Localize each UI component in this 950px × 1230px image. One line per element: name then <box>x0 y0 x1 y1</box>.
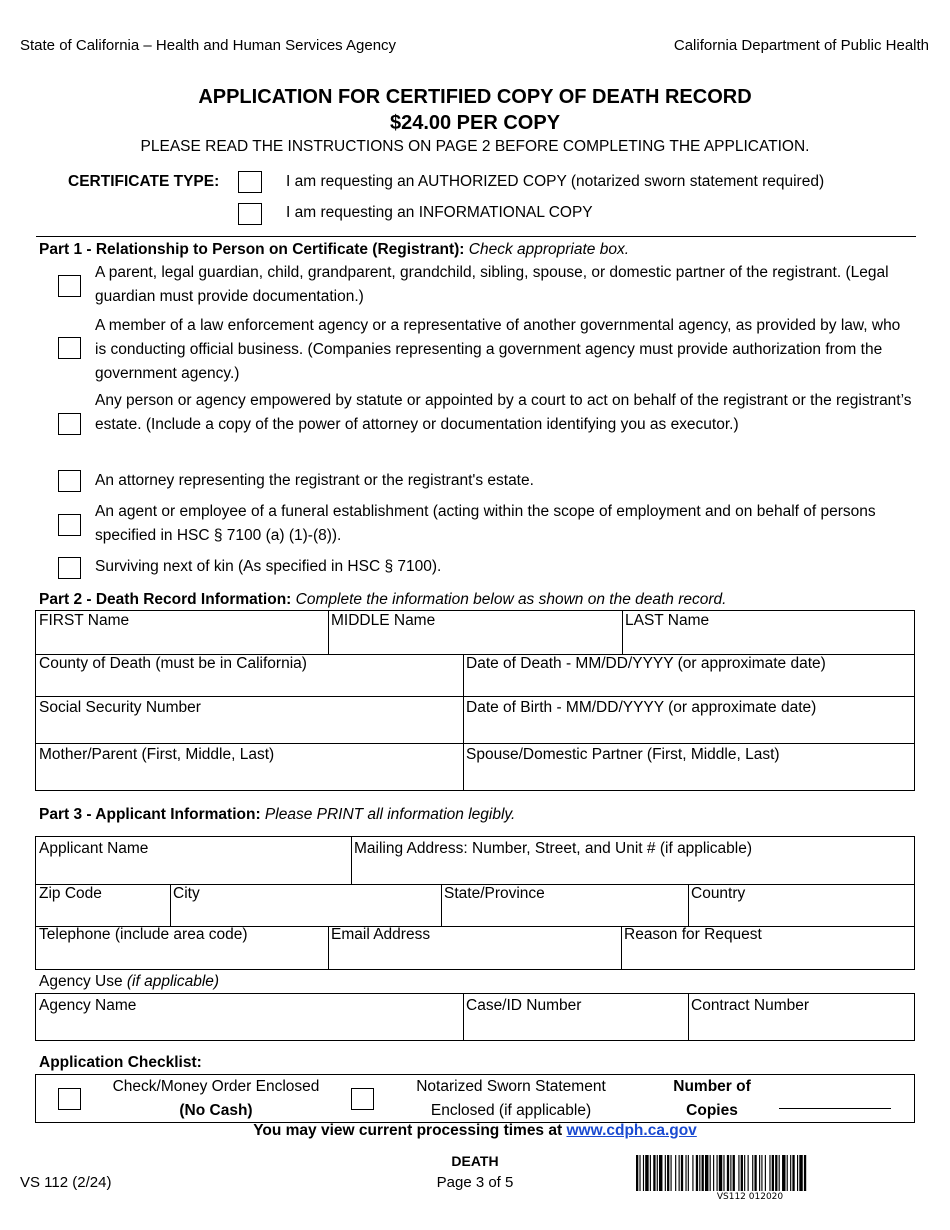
barcode-bar <box>779 1155 780 1191</box>
email-field[interactable] <box>328 925 621 969</box>
part1-checkbox-next-of-kin[interactable] <box>58 557 81 579</box>
number-of-copies-input[interactable] <box>779 1108 891 1109</box>
barcode-bar <box>643 1155 644 1191</box>
date-of-death-label: Date of Death - MM/DD/YYYY (or approximate date) <box>466 655 826 672</box>
part1-option-next-of-kin: Surviving next of kin (As specified in HSC § 7100). <box>95 558 442 575</box>
applicant-name-field[interactable] <box>36 839 351 884</box>
agency-use-label: Agency Use <box>39 973 123 990</box>
barcode-bar <box>692 1155 693 1191</box>
department-header: California Department of Public Health <box>673 37 929 54</box>
barcode-bar <box>754 1155 756 1191</box>
last-name-label: LAST Name <box>625 612 710 629</box>
processing-text: You may view current processing times at <box>253 1122 563 1139</box>
divider <box>36 236 916 237</box>
barcode-bar <box>799 1155 802 1191</box>
part1-note: Check appropriate box. <box>468 241 630 258</box>
agency-name-label: Agency Name <box>39 997 137 1014</box>
part3-title: Part 3 - Applicant Information: <box>39 806 261 823</box>
barcode-bar <box>741 1155 743 1191</box>
number-of-copies-label <box>654 1075 770 1123</box>
mailing-address-label: Mailing Address: Number, Street, and Unit # (if applicable) <box>354 840 753 857</box>
city-label: City <box>173 885 200 902</box>
sworn-statement-label <box>391 1075 631 1123</box>
barcode-bar <box>645 1155 648 1191</box>
form-instructions: PLEASE READ THE INSTRUCTIONS ON PAGE 2 BEFORE COMPLETING THE APPLICATION. <box>140 138 810 155</box>
authorized-copy-label: I am requesting an AUTHORIZED COPY (notarized sworn statement required) <box>286 173 825 190</box>
barcode-bar <box>717 1155 718 1191</box>
barcode-bar <box>639 1155 640 1191</box>
authorized-copy-checkbox[interactable] <box>238 171 262 193</box>
barcode-bar <box>748 1155 749 1191</box>
money-order-label <box>96 1075 336 1123</box>
informational-copy-checkbox[interactable] <box>238 203 262 225</box>
part1-heading <box>39 240 629 260</box>
agency-table <box>35 993 915 1041</box>
barcode-bar <box>665 1155 666 1191</box>
barcode-bar <box>797 1155 798 1191</box>
spouse-partner-field[interactable] <box>463 745 914 790</box>
sworn-statement-line2: Enclosed (if applicable) <box>430 1102 592 1119</box>
barcode-bar <box>765 1155 766 1191</box>
certificate-type-label: CERTIFICATE TYPE: <box>68 173 220 190</box>
agency-use-note: (if applicable) <box>126 973 220 990</box>
copies-line2: Copies <box>686 1102 738 1119</box>
county-of-death-label: County of Death (must be in California) <box>39 655 307 672</box>
agency-use-heading <box>39 970 219 994</box>
mother-parent-field[interactable] <box>36 745 463 790</box>
date-of-birth-field[interactable] <box>463 698 914 743</box>
barcode-bar <box>699 1155 700 1191</box>
checklist-table <box>35 1074 915 1123</box>
barcode-bar <box>744 1155 745 1191</box>
money-order-checkbox[interactable] <box>58 1088 81 1110</box>
applicant-table <box>35 836 915 970</box>
barcode-bar <box>804 1155 806 1191</box>
barcode-bar <box>787 1155 788 1191</box>
applicant-name-label: Applicant Name <box>39 840 149 857</box>
part1-checkbox-law-enforcement[interactable] <box>58 337 81 359</box>
part1-option-parent: A parent, legal guardian, child, grandparent, grandchild, sibling, spouse, or domestic partner of the registrant. (Legal guardian must provide documentation.) <box>95 264 889 305</box>
barcode-bar <box>685 1155 686 1191</box>
mailing-address-field[interactable] <box>351 839 914 884</box>
email-label: Email Address <box>331 926 431 943</box>
state-province-label: State/Province <box>444 885 545 902</box>
checklist-heading: Application Checklist: <box>39 1054 202 1071</box>
part2-heading <box>39 590 726 610</box>
cdph-link[interactable]: www.cdph.ca.gov <box>566 1122 697 1139</box>
part1-checkbox-attorney[interactable] <box>58 470 81 492</box>
reason-field[interactable] <box>621 925 914 969</box>
barcode-bar <box>792 1155 794 1191</box>
barcode-bar <box>769 1155 770 1191</box>
barcode-bar <box>679 1155 680 1191</box>
barcode-bar <box>730 1155 731 1191</box>
country-field[interactable] <box>688 884 914 926</box>
barcode-bar <box>733 1155 735 1191</box>
barcode-bar <box>650 1155 651 1191</box>
barcode-bar <box>723 1155 724 1191</box>
barcode-bar <box>671 1155 672 1191</box>
barcode-bar <box>727 1155 729 1191</box>
ssn-field[interactable] <box>36 698 463 743</box>
barcode-bar <box>688 1155 689 1191</box>
reason-label: Reason for Request <box>624 926 762 943</box>
part2-title: Part 2 - Death Record Information: <box>39 591 292 608</box>
barcode-bar <box>636 1155 638 1191</box>
barcode-bar <box>761 1155 762 1191</box>
part1-option-funeral: An agent or employee of a funeral establishment (acting within the scope of employment and on behalf of persons specified in HSC § 7100 (a) (1)-(8)). <box>95 503 876 544</box>
agency-name-field[interactable] <box>36 996 463 1040</box>
case-id-field[interactable] <box>463 996 688 1040</box>
money-order-line1: Check/Money Order Enclosed <box>112 1078 320 1095</box>
middle-name-label: MIDDLE Name <box>331 612 436 629</box>
sworn-statement-checkbox[interactable] <box>351 1088 374 1110</box>
informational-copy-label: I am requesting an INFORMATIONAL COPY <box>286 204 593 221</box>
barcode-bar <box>667 1155 669 1191</box>
form-title: APPLICATION FOR CERTIFIED COPY OF DEATH RECORD <box>198 86 752 108</box>
barcode-bar <box>657 1155 658 1191</box>
barcode-bar <box>696 1155 698 1191</box>
contract-number-field[interactable] <box>688 996 914 1040</box>
barcode-image <box>636 1155 864 1191</box>
county-of-death-field[interactable] <box>36 654 463 696</box>
sworn-statement-line1: Notarized Sworn Statement <box>416 1078 606 1095</box>
telephone-label: Telephone (include area code) <box>39 926 248 943</box>
barcode-bar <box>659 1155 662 1191</box>
copies-line1: Number of <box>673 1078 751 1095</box>
barcode-bar <box>759 1155 760 1191</box>
part1-title: Part 1 - Relationship to Person on Certificate (Registrant): <box>39 241 465 258</box>
part1-option-empowered: Any person or agency empowered by statute or appointed by a court to act on behalf of the registrant or the registrant’s estate. (Include a copy of the power of attorney or documentation identifying you as executor.) <box>95 392 912 433</box>
barcode-bar <box>752 1155 753 1191</box>
barcode-bar <box>772 1155 774 1191</box>
barcode-bar <box>675 1155 676 1191</box>
barcode-bar <box>702 1155 704 1191</box>
barcode-bar <box>705 1155 708 1191</box>
page-number: Page 3 of 5 <box>436 1174 514 1191</box>
death-record-table <box>35 610 915 791</box>
barcode-bar <box>713 1155 714 1191</box>
case-id-label: Case/ID Number <box>466 997 582 1014</box>
mother-parent-label: Mother/Parent (First, Middle, Last) <box>39 746 275 763</box>
barcode-bar <box>710 1155 711 1191</box>
first-name-field[interactable] <box>36 611 328 654</box>
barcode-bar <box>738 1155 739 1191</box>
state-province-field[interactable] <box>441 884 688 926</box>
part1-option-law-enforcement: A member of a law enforcement agency or a representative of another governmental agency, as provided by law, who is conducting official business. (Companies representing a government agency must provide authorization from the government agency.) <box>95 317 901 382</box>
part2-note: Complete the information below as shown on the death record. <box>295 591 727 608</box>
part1-checkbox-empowered[interactable] <box>58 413 81 435</box>
ssn-label: Social Security Number <box>39 699 201 716</box>
zip-code-field[interactable] <box>36 884 170 926</box>
country-label: Country <box>691 885 746 902</box>
part1-checkbox-parent[interactable] <box>58 275 81 297</box>
form-price: $24.00 PER COPY <box>389 112 561 134</box>
processing-times <box>0 1122 950 1140</box>
date-of-death-field[interactable] <box>463 654 914 696</box>
form-id: VS 112 (2/24) <box>20 1174 112 1191</box>
telephone-field[interactable] <box>36 925 328 969</box>
barcode-bar <box>782 1155 785 1191</box>
record-category: DEATH <box>451 1153 499 1169</box>
last-name-field[interactable] <box>622 611 914 654</box>
date-of-birth-label: Date of Birth - MM/DD/YYYY (or approximate date) <box>466 699 817 716</box>
part3-heading <box>39 805 515 825</box>
barcode-text: VS112 012020 <box>716 1192 784 1202</box>
barcode-bar <box>681 1155 683 1191</box>
part1-checkbox-funeral[interactable] <box>58 514 81 536</box>
barcode-bar <box>719 1155 722 1191</box>
contract-number-label: Contract Number <box>691 997 810 1014</box>
barcode-bar <box>790 1155 791 1191</box>
zip-code-label: Zip Code <box>39 885 102 902</box>
part3-note: Please PRINT all information legibly. <box>264 806 516 823</box>
barcode-bar <box>653 1155 655 1191</box>
barcode-bar <box>775 1155 777 1191</box>
city-field[interactable] <box>170 884 441 926</box>
part1-option-attorney: An attorney representing the registrant or the registrant's estate. <box>95 472 534 489</box>
money-order-line2: (No Cash) <box>179 1102 253 1119</box>
spouse-partner-label: Spouse/Domestic Partner (First, Middle, Last) <box>466 746 780 763</box>
middle-name-field[interactable] <box>328 611 622 654</box>
agency-header: State of California – Health and Human Services Agency <box>20 37 397 54</box>
first-name-label: FIRST Name <box>39 612 130 629</box>
